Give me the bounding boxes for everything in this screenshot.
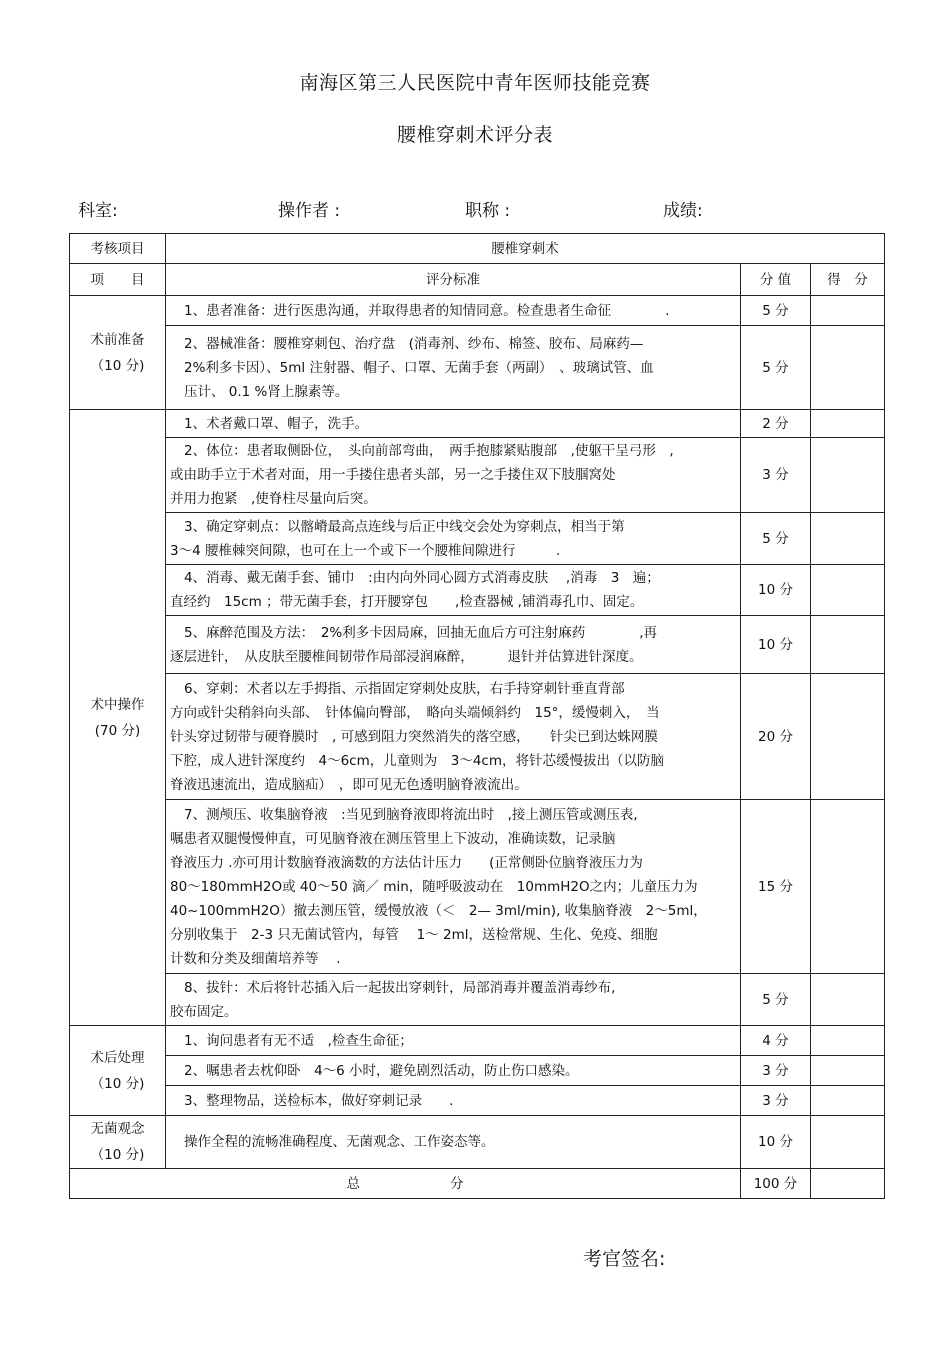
criteria-row	[70, 410, 885, 438]
points-cell: 15 分	[741, 800, 811, 974]
total-label: 总分	[346, 1175, 554, 1192]
score-input-cell[interactable]	[811, 296, 885, 326]
scoring-table	[69, 233, 885, 1199]
column-header-item: 项 目	[70, 264, 166, 296]
criteria-row	[70, 326, 885, 410]
criteria-text-cell	[166, 438, 741, 513]
criteria-text-cell	[166, 513, 741, 565]
score-input-cell[interactable]	[811, 1056, 885, 1086]
criteria-line: 针头穿过韧带与硬脊膜时 , 可感到阻力突然消失的落空感， 针尖已到达蛛网膜	[170, 728, 658, 745]
category-cell	[70, 410, 166, 1026]
criteria-line: 操作全程的流畅准确程度、无菌观念、工作姿态等。	[184, 1134, 495, 1150]
criteria-line: 3、整理物品，送检标本，做好穿刺记录 .	[184, 1092, 454, 1109]
criteria-row	[70, 974, 885, 1026]
criteria-row	[70, 438, 885, 513]
criteria-line: 4、消毒、戴无菌手套、铺巾 :由内向外同心圆方式消毒皮肤 ,消毒 3 遍；	[184, 570, 660, 586]
score-input-cell[interactable]	[811, 616, 885, 674]
criteria-row	[70, 1026, 885, 1056]
criteria-row	[70, 1056, 885, 1086]
criteria-text-cell	[166, 1086, 741, 1116]
criteria-line: 2、器械准备：腰椎穿刺包、治疗盘 (消毒剂、纱布、棉签、胶布、局麻药—	[184, 335, 644, 352]
points-cell: 2 分	[741, 410, 811, 438]
criteria-line: 5、麻醉范围及方法： 2%利多卡因局麻，回抽无血后方可注射麻药 ,再	[184, 624, 658, 641]
score-input-cell[interactable]	[811, 974, 885, 1026]
criteria-line: 3、确定穿刺点：以髂嵴最高点连线与后正中线交会处为穿刺点，相当于第	[184, 518, 625, 535]
criteria-line: 1、患者准备：进行医患沟通，并取得患者的知情同意。检查患者生命征 .	[184, 302, 670, 319]
points-cell: 5 分	[741, 296, 811, 326]
criteria-line: 80～180mmH2O或 40～50 滴／ min，随呼吸波动在 10mmH2O之内；儿童压力为	[170, 878, 698, 895]
criteria-row	[70, 1086, 885, 1116]
document-title: 南海区第三人民医院中青年医师技能竞赛	[299, 72, 651, 94]
criteria-line: 并用力抱紧 ,使脊柱尽量向后突。	[170, 491, 377, 507]
department-field-label: 科室:	[78, 201, 118, 221]
points-cell: 5 分	[741, 326, 811, 410]
table-header-row	[70, 234, 885, 264]
criteria-text-cell	[166, 326, 741, 410]
criteria-row	[70, 616, 885, 674]
score-input-cell[interactable]	[811, 1086, 885, 1116]
criteria-line: 7、测颅压、收集脑脊液 :当见到脑脊液即将流出时 ,接上测压管或测压表,	[184, 806, 638, 823]
operator-field-label: 操作者 :	[278, 201, 341, 221]
score-input-cell[interactable]	[811, 326, 885, 410]
score-input-cell[interactable]	[811, 1026, 885, 1056]
criteria-line: 压计、 0.1 %肾上腺素等。	[184, 383, 349, 400]
criteria-line: 6、穿刺：术者以左手拇指、示指固定穿刺处皮肤，右手持穿刺针垂直背部	[184, 680, 625, 697]
points-cell: 4 分	[741, 1026, 811, 1056]
score-input-cell[interactable]	[811, 800, 885, 974]
criteria-line: 3～4 腰椎棘突间隙，也可在上一个或下一个腰椎间隙进行 .	[170, 542, 561, 559]
category-points: （10 分)	[90, 1075, 145, 1092]
category-points: （10 分)	[90, 1147, 145, 1163]
points-cell: 10 分	[741, 616, 811, 674]
category-cell	[70, 1026, 166, 1116]
criteria-row	[70, 1116, 885, 1169]
criteria-text-cell	[166, 674, 741, 800]
criteria-line: 2、体位：患者取侧卧位， 头向前部弯曲， 两手抱膝紧贴腹部 ,使躯干呈弓形 ,	[184, 443, 674, 459]
criteria-line: 2%利多卡因）、5ml 注射器、帽子、口罩、无菌手套（两副） 、玻璃试管、血	[184, 359, 654, 376]
criteria-text-cell	[166, 800, 741, 974]
score-input-cell[interactable]	[811, 1116, 885, 1169]
category-cell	[70, 296, 166, 410]
category-cell	[70, 1116, 166, 1169]
criteria-text-cell	[166, 974, 741, 1026]
column-header-row	[70, 264, 885, 296]
criteria-line: 40~100mmH2O）撤去测压管，缓慢放液（＜ 2— 3ml/min), 收集脑脊液 2～5ml，	[170, 902, 707, 919]
column-header-criteria: 评分标准	[166, 264, 741, 296]
criteria-text-cell	[166, 616, 741, 674]
score-input-cell[interactable]	[811, 410, 885, 438]
total-score-input-cell[interactable]	[811, 1169, 885, 1199]
total-label-cell	[70, 1169, 741, 1199]
criteria-line: 脊液迅速流出，造成脑疝） ，即可见无色透明脑脊液流出。	[170, 776, 528, 793]
criteria-line: 分别收集于 2-3 只无菌试管内，每管 1～ 2ml，送检常规、生化、免疫、细胞	[170, 926, 658, 943]
criteria-line: 下腔，成人进针深度约 4～6cm，儿童则为 3～4cm，将针芯缓慢拔出（以防脑	[170, 752, 665, 769]
criteria-line: 或由助手立于术者对面，用一手搂住患者头部，另一之手搂住双下肢腘窝处	[170, 467, 616, 483]
total-points-cell: 100 分	[741, 1169, 811, 1199]
score-input-cell[interactable]	[811, 674, 885, 800]
score-input-cell[interactable]	[811, 565, 885, 616]
points-cell: 10 分	[741, 565, 811, 616]
points-cell: 3 分	[741, 1056, 811, 1086]
criteria-line: 逐层进针， 从皮肤至腰椎间韧带作局部浸润麻醉， 退针并估算进针深度。	[170, 648, 643, 665]
criteria-line: 8、拔针：术后将针芯插入后一起拔出穿刺针，局部消毒并覆盖消毒纱布,	[184, 979, 616, 996]
scoring-table-body	[70, 234, 885, 1199]
header-item-label: 考核项目	[70, 234, 166, 264]
criteria-row	[70, 565, 885, 616]
criteria-text-cell	[166, 1026, 741, 1056]
points-cell: 10 分	[741, 1116, 811, 1169]
score-field-label: 成绩:	[663, 201, 703, 221]
points-cell: 3 分	[741, 1086, 811, 1116]
criteria-line: 1、询问患者有无不适 ,检查生命征；	[184, 1032, 413, 1049]
criteria-text-cell	[166, 410, 741, 438]
examiner-signature-label: 考官签名:	[583, 1248, 666, 1270]
criteria-row	[70, 296, 885, 326]
criteria-line: 方向或针尖稍斜向头部、 针体偏向臀部， 略向头端倾斜约 15°，缓慢刺入， 当	[170, 704, 660, 721]
category-points: (70 分)	[94, 722, 141, 739]
criteria-text-cell	[166, 1116, 741, 1169]
points-cell: 3 分	[741, 438, 811, 513]
criteria-line: 胶布固定。	[170, 1003, 238, 1020]
points-cell: 5 分	[741, 974, 811, 1026]
criteria-line: 2、嘱患者去枕仰卧 4～6 小时，避免剧烈活动，防止伤口感染。	[184, 1062, 579, 1079]
criteria-line: 计数和分类及细菌培养等 .	[170, 950, 341, 967]
criteria-line: 1、术者戴口罩、帽子，洗手。	[184, 415, 369, 432]
category-name: 无菌观念	[90, 1121, 145, 1137]
job-title-field-label: 职称 :	[465, 201, 511, 221]
score-input-cell[interactable]	[811, 438, 885, 513]
points-cell: 5 分	[741, 513, 811, 565]
document-subtitle: 腰椎穿刺术评分表	[396, 124, 553, 146]
total-row	[70, 1169, 885, 1199]
header-procedure-name: 腰椎穿刺术	[166, 234, 885, 264]
column-header-score: 得 分	[811, 264, 885, 296]
category-name: 术后处理	[90, 1049, 145, 1066]
score-input-cell[interactable]	[811, 513, 885, 565]
points-cell: 20 分	[741, 674, 811, 800]
criteria-row	[70, 674, 885, 800]
criteria-line: 脊液压力 .亦可用计数脑脊液滴数的方法估计压力 (正常侧卧位脑脊液压力为	[170, 854, 643, 871]
category-points: （10 分)	[90, 357, 145, 374]
criteria-text-cell	[166, 1056, 741, 1086]
criteria-line: 直经约 15cm ；带无菌手套，打开腰穿包 ,检查器械 ,铺消毒孔巾、固定。	[170, 594, 644, 610]
criteria-text-cell	[166, 296, 741, 326]
criteria-row	[70, 800, 885, 974]
criteria-line: 嘱患者双腿慢慢伸直，可见脑脊液在测压管里上下波动，准确读数，记录脑	[170, 830, 616, 847]
category-name: 术前准备	[90, 331, 145, 348]
criteria-text-cell	[166, 565, 741, 616]
criteria-row	[70, 513, 885, 565]
column-header-points: 分 值	[741, 264, 811, 296]
category-name: 术中操作	[90, 696, 145, 713]
